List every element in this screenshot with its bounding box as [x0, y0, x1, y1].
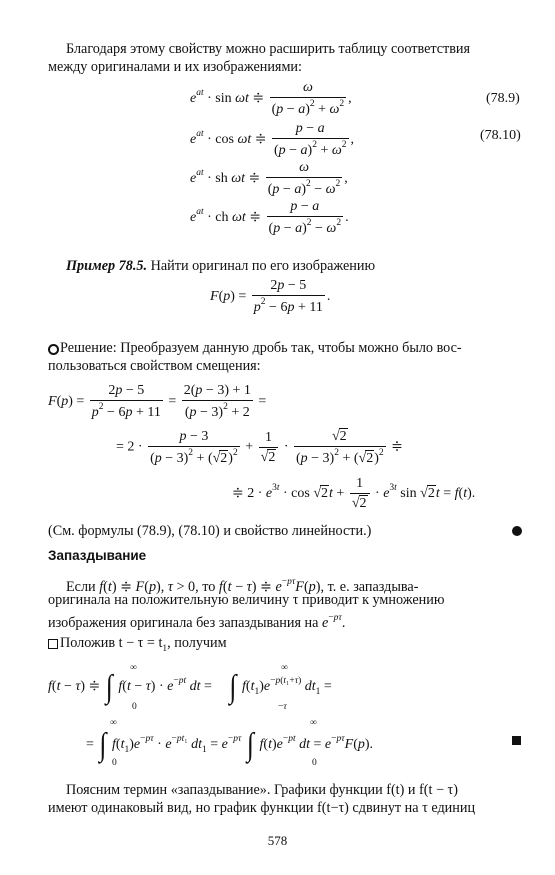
- solution-circle-icon: [48, 344, 59, 355]
- end-solution-dot-icon: [512, 526, 522, 536]
- proof-square-icon: [48, 639, 58, 649]
- proof-step-2: = ∫ $f(t_1)e^{-p\tau} \cdot e^{-pt_1}$ $dt_1 = e^{-p\tau}$ ∫ $f(t)e^{-pt}$ dt = $e^{-p\tau}F(p)$.: [86, 726, 374, 763]
- intro-line-1: Благодаря этому свойству можно расширить таблицу соответствия: [66, 41, 471, 57]
- limit-minus-tau: −τ: [278, 702, 287, 712]
- proof-intro-text: Положив t − τ = t: [60, 635, 163, 651]
- formula-exp-ch: $e^{at}$ · ch ωt ≑ $\frac{p - a}{(p - a)^2 - \omega^2}$ .: [190, 199, 349, 236]
- delay-theorem-line-1: Если f(t) ≑ F(p), τ > 0, то f(t − τ) ≑ $e^{-p\tau}F(p)$, т. е. запаздыва-: [66, 577, 419, 595]
- limit-infinity-2: ∞: [281, 663, 288, 673]
- limit-infinity-3: ∞: [110, 718, 117, 728]
- limit-zero-1: 0: [132, 702, 137, 712]
- equation-number-78-10: (78.10): [480, 128, 521, 143]
- proof-intro: Положив $t - \tau = t_1$, получим: [60, 635, 227, 654]
- solution-step-2: = 2 · $\frac{p - 3}{(p - 3)^2 + (√2)^2}$ + $\frac{1}{√2}$ · $\frac{√2}{(p - 3)^2 + (√2)^2}$ ≑: [116, 428, 403, 466]
- formula-exp-cos: $e^{at} \cdot \cos \omega t$ ≑ $\frac{p - a}{(p - a)^2 + \omega^2}$ ,: [190, 121, 354, 158]
- qed-square-icon: [512, 736, 521, 745]
- solution-line-2: пользоваться свойством смещения:: [48, 358, 261, 374]
- delay-theorem-line-2: оригинала на положительную величину τ приводит к умножению: [48, 592, 445, 608]
- example-text: Найти оригинал по его изображению: [147, 258, 376, 274]
- delay-theorem-line-3-text: изображения оригинала без запаздывания на: [48, 615, 319, 631]
- limit-infinity-1: ∞: [130, 663, 137, 673]
- example-title: Пример 78.5.: [66, 258, 148, 274]
- delay-theorem-line-3: изображения оригинала без запаздывания на $e^{-p\tau}$.: [48, 613, 346, 631]
- limit-zero-2: 0: [112, 758, 117, 768]
- page-number: 578: [267, 833, 288, 848]
- intro-line-2: между оригиналами и их изображениями:: [48, 59, 302, 75]
- formula-exp-sin: $e^{at} \cdot \sin \omega t$ ≑ $\frac{\omega}{(p - a)^2 + \omega^2}$ ,: [190, 80, 352, 117]
- formula-exp-sh: $e^{at}$ · sh ωt ≑ $\frac{\omega}{(p - a)^2 - \omega^2}$ ,: [190, 160, 348, 197]
- proof-step-1: f(t − τ) ≑ ∫ $f(t - \tau) \cdot e^{-pt}$ dt = ∫ $f(t_1)e^{-p(t_1+\tau)}$ $dt_1$ =: [48, 668, 332, 705]
- limit-zero-3: 0: [312, 758, 317, 768]
- solution-reference: (См. формулы (78.9), (78.10) и свойство линейности.): [48, 523, 372, 539]
- closing-line-1: Поясним термин «запаздывание». Графики функции f(t) и f(t − τ): [66, 782, 458, 798]
- proof-intro-end: , получим: [167, 635, 227, 651]
- equation-number-78-9: (78.9): [486, 91, 520, 106]
- formula-image-F: F(p) = $\frac{2p - 5}{p^2 - 6p + 11}$ .: [210, 278, 331, 315]
- solution-step-1: F(p) = $\frac{2p - 5}{p^2 - 6p + 11}$ = $\frac{2(p - 3) + 1}{(p - 3)^2 + 2}$ =: [48, 383, 267, 420]
- solution-step-3: ≑ $2 \cdot e^{3t} \cdot \cos √2t$ + $\frac{1}{√2}$ · $e^{3t}$ sin √2t = f(t).: [232, 476, 476, 511]
- closing-line-2: имеют одинаковый вид, но график функции f(t−τ) сдвинут на τ единиц: [48, 800, 476, 816]
- limit-infinity-4: ∞: [310, 718, 317, 728]
- solution-line-1: Решение: Преобразуем данную дробь так, чтобы можно было вос-: [60, 340, 462, 356]
- example-line: [66, 257, 375, 275]
- section-heading: Запаздывание: [48, 548, 147, 563]
